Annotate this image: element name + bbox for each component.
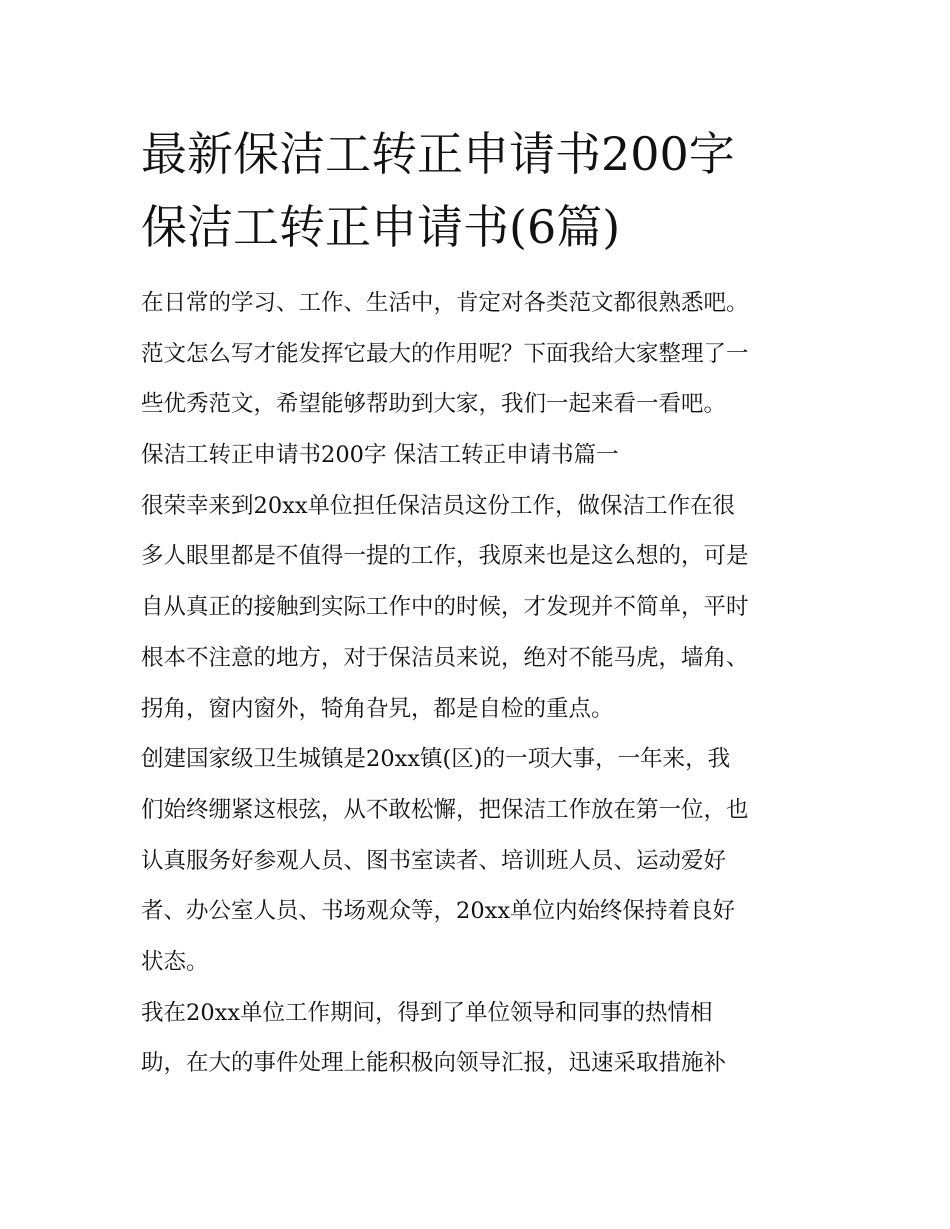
body-line: 拐角，窗内窗外，犄角旮旯，都是自检的重点。 [141,695,614,722]
body-line: 认真服务好参观人员、图书室读者、培训班人员、运动爱好 [141,847,727,874]
document-title [141,118,821,264]
body-line: 们始终绷紧这根弦，从不敢松懈，把保洁工作放在第一位，也 [141,796,749,823]
body-line: 很荣幸来到20xx单位担任保洁员这份工作，做保洁工作在很 [141,492,736,519]
body-line: 范文怎么写才能发挥它最大的作用呢？下面我给大家整理了一 [141,340,749,367]
body-line: 助，在大的事件处理上能积极向领导汇报，迅速采取措施补 [141,1050,727,1077]
body-line: 自从真正的接触到实际工作中的时候，才发现并不简单，平时 [141,594,749,621]
section-heading: 保洁工转正申请书200字 保洁工转正申请书篇一 [141,442,619,469]
body-line: 者、办公室人员、书场观众等，20xx单位内始终保持着良好 [141,898,736,925]
title-line-2: 保洁工转正申请书(6篇) [141,200,621,254]
body-line: 根本不注意的地方，对于保洁员来说，绝对不能马虎，墙角、 [141,644,749,671]
title-line-1: 最新保洁工转正申请书200字 [141,127,735,181]
body-line: 状态。 [141,948,209,975]
body-line: 些优秀范文，希望能够帮助到大家，我们一起来看一看吧。 [141,391,727,418]
body-line: 多人眼里都是不值得一提的工作，我原来也是这么想的，可是 [141,543,749,570]
body-line: 创建国家级卫生城镇是20xx镇(区)的一项大事，一年来，我 [141,746,731,773]
document-body [141,278,821,1089]
body-line: 在日常的学习、工作、生活中，肯定对各类范文都很熟悉吧。 [141,290,749,316]
body-line: 我在20xx单位工作期间，得到了单位领导和同事的热情相 [141,999,713,1026]
